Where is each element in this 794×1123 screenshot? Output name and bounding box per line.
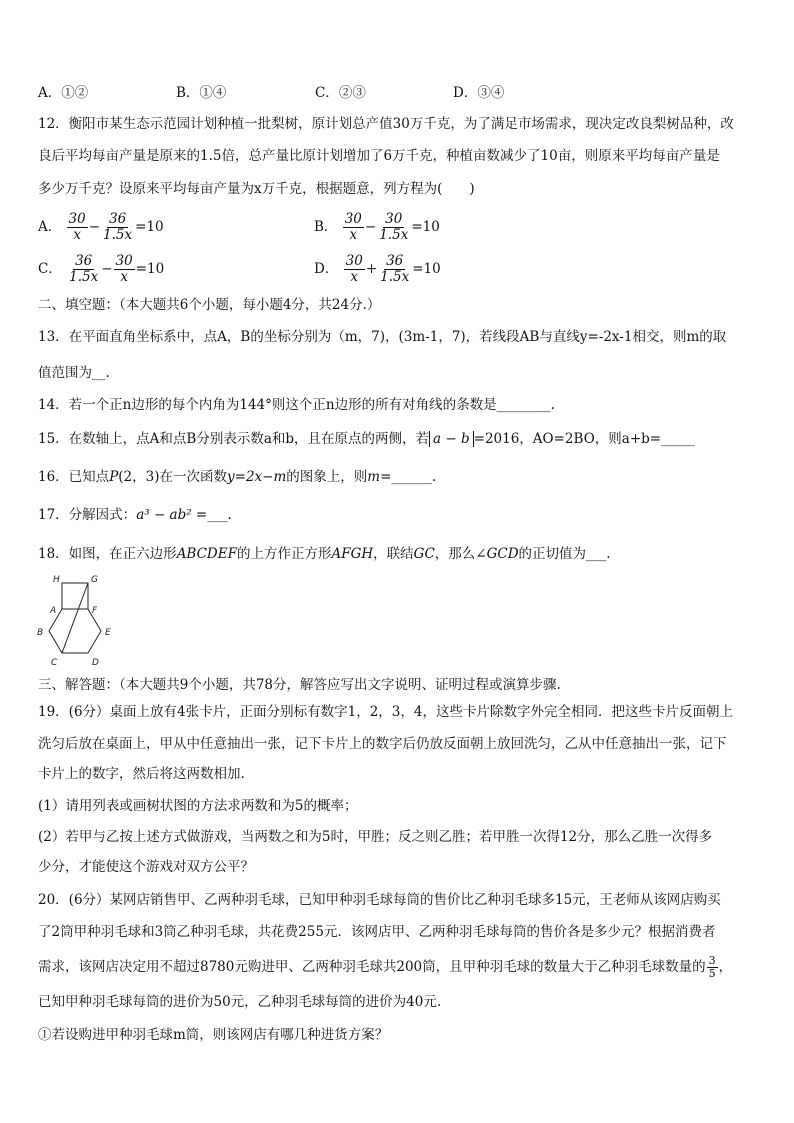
option-letter: B． (176, 85, 200, 101)
label-f: F (92, 606, 98, 616)
option-letter: C． (38, 261, 62, 277)
q12-option-a (38, 212, 164, 243)
fraction (378, 254, 411, 285)
q12-option-c (38, 254, 164, 285)
fraction (67, 254, 100, 285)
q19-line3: 卡片上的数字，然后将这两数相加. (38, 766, 245, 782)
hexagon-label: ABCDEF (176, 546, 237, 562)
q19-line2: 洗匀后放在桌面上，甲从中任意抽出一张，记下卡片上的数字后仍放反面朝上放回洗匀，乙从中任意抽出一张，记下 (38, 736, 727, 752)
numerator: 30 (345, 253, 363, 269)
q18-post: 的正切值为___. (518, 546, 611, 562)
numerator: 3 (708, 954, 716, 967)
numerator: 36 (75, 253, 93, 269)
operator: − (88, 219, 101, 235)
q15-post: =2016，AO=2BO，则a+b=_____ (473, 431, 695, 447)
q11-option-a (38, 84, 88, 102)
option-letter: A． (38, 85, 62, 101)
label-d: D (92, 658, 99, 668)
label-e: E (105, 628, 111, 638)
numerator: 30 (385, 211, 403, 227)
equation-rhs: =10 (412, 261, 441, 277)
q11-option-c (315, 84, 366, 102)
numerator: 36 (109, 211, 127, 227)
q19-part2-line2: 少分，才能使这个游戏对双方公平？ (38, 859, 254, 875)
q20-line2: 了2筒甲种羽毛球和3筒乙种羽毛球，共花费255元．该网店甲、乙两种羽毛球每筒的售价各是多少元？根据消费者 (38, 924, 716, 940)
q16-post1: 的图象上，则 (286, 469, 368, 485)
fraction-three-fifths (707, 955, 718, 980)
option-text: ③④ (477, 85, 505, 101)
denominator: x (349, 227, 358, 243)
numerator: 36 (386, 253, 404, 269)
option-letter: D． (453, 85, 478, 101)
q17-pre: 17．分解因式： (38, 507, 137, 523)
option-text: ①② (61, 85, 89, 101)
q19-part1: (1）请用列表或画树状图的方法求两数和为5的概率； (38, 798, 358, 814)
q18-pre: 18．如图，在正六边形 (38, 546, 177, 562)
q18-mid3: ，那么 (434, 546, 476, 562)
absolute-value: a − b (429, 431, 474, 447)
q17-post: ___. (207, 507, 232, 523)
q20-part1: ①若设购进甲种羽毛球m筒，则该网店有哪几种进货方案？ (38, 1027, 389, 1043)
q12-line1: 12．衡阳市某生态示范园计划种植一批梨树，原计划总产值30万千克，为了满足市场需求，现决定改良梨树品种，改 (38, 116, 734, 132)
q15-text (38, 430, 695, 448)
q16-pre: 16．已知点 (38, 469, 110, 485)
label-c: C (51, 658, 58, 668)
fraction (101, 212, 134, 243)
denominator: x (73, 227, 81, 243)
option-text: ①④ (199, 85, 227, 101)
numerator: 30 (344, 211, 362, 227)
fraction (377, 212, 410, 243)
q19-part2-line1: (2）若甲与乙按上述方式做游戏，当两数之和为5时，甲胜；反之则乙胜；若甲胜一次得12分，那么乙胜一次得多 (38, 829, 713, 845)
label-b: B (37, 628, 44, 638)
option-letter: A． (38, 219, 62, 235)
q16-mid: (2，3)在一次函数 (118, 469, 227, 485)
q17-text (38, 506, 232, 524)
segment-gc (62, 583, 88, 653)
denominator: 1.5x (379, 227, 409, 243)
fraction (344, 254, 365, 285)
operator: − (101, 261, 113, 277)
equation-rhs: =10 (135, 219, 164, 235)
section-heading-answer: 三、解答题：（本大题共9个小题，共78分，解答应写出文字说明、证明过程或演算步骤. (38, 677, 561, 693)
q16-post2: =______. (380, 469, 437, 485)
q20-line3 (38, 955, 732, 980)
point-label: P (109, 469, 119, 485)
denominator: x (120, 269, 128, 285)
q15-pre: 15．在数轴上，点A和点B分别表示数a和b，且在原点的两侧，若 (38, 431, 430, 447)
denominator: 1.5x (69, 269, 99, 285)
function-equation: y=2x−m (227, 469, 287, 485)
q20-line3-post: ， (718, 959, 733, 975)
option-text: ②③ (338, 85, 366, 101)
option-letter: D． (314, 261, 339, 277)
q12-option-d (314, 254, 441, 285)
angle-label: ∠GCD (475, 546, 519, 562)
denominator: 1.5x (380, 269, 410, 285)
denominator: x (350, 269, 359, 285)
q20-line1: 20．(6分）某网店销售甲、乙两种羽毛球，已知甲种羽毛球每筒的售价比乙种羽毛球多15元，王老师从该网店购买 (38, 892, 721, 908)
segment-label: GC (413, 546, 435, 562)
operator: − (364, 219, 377, 235)
q18-mid2: ，联结 (373, 546, 414, 562)
label-h: H (53, 575, 60, 585)
denominator: 1.5x (103, 227, 133, 243)
label-a: A (50, 606, 57, 616)
q13-line1: 13．在平面直角坐标系中，点A，B的坐标分别为（m，7)，(3m-1，7)，若线段AB与直线y=-2x-1相交，则m的取 (38, 329, 727, 345)
q12-line2: 良后平均每亩产量是原来的1.5倍，总产量比原计划增加了6万千克，种植亩数减少了10亩，则原来平均每亩产量是 (38, 148, 720, 164)
q18-mid1: 的上方作正方形 (236, 546, 332, 562)
q13-line2: 值范围为__. (38, 365, 110, 381)
equation-rhs: =10 (135, 261, 165, 277)
numerator: 30 (68, 211, 86, 227)
option-letter: C． (315, 85, 339, 101)
factor-expression: a³ − ab² = (136, 507, 208, 523)
q11-option-b (176, 84, 226, 102)
q14-text: 14．若一个正n边形的每个内角为144°则这个正n边形的所有对角线的条数是________. (38, 397, 555, 413)
q20-line3-text: 需求，该网店决定用不超过8780元购进甲、乙两种羽毛球共200筒，且甲种羽毛球的数量大于乙种羽毛球数量的 (38, 959, 706, 975)
label-g: G (91, 575, 98, 585)
equation-rhs: =10 (411, 219, 440, 235)
section-heading-fill-in: 二、填空题：（本大题共6个小题，每小题4分，共24分.） (38, 297, 381, 313)
operator: + (365, 261, 378, 277)
option-letter: B． (314, 219, 338, 235)
q20-line4: 已知甲种羽毛球每筒的进价为50元，乙种羽毛球每筒的进价为40元. (38, 994, 442, 1010)
denominator: 5 (708, 967, 716, 980)
square-afgh (62, 583, 88, 609)
fraction (343, 212, 364, 243)
square-label: AFGH (331, 546, 374, 562)
fraction (114, 254, 135, 285)
numerator: 30 (115, 253, 133, 269)
q19-line1: 19．(6分）桌面上放有4张卡片，正面分别标有数字1，2，3，4，这些卡片除数字外完全相同．把这些卡片反面朝上 (38, 704, 733, 720)
q18-text (38, 545, 611, 563)
fraction (67, 212, 88, 243)
q16-text (38, 468, 436, 486)
q12-line3: 多少万千克？设原来平均每亩产量为x万千克，根据题意，列方程为( ) (38, 181, 475, 197)
q11-option-d (453, 84, 504, 102)
variable-m: m (367, 469, 381, 485)
hexagon-square-figure (34, 572, 124, 670)
q12-option-b (314, 212, 440, 243)
